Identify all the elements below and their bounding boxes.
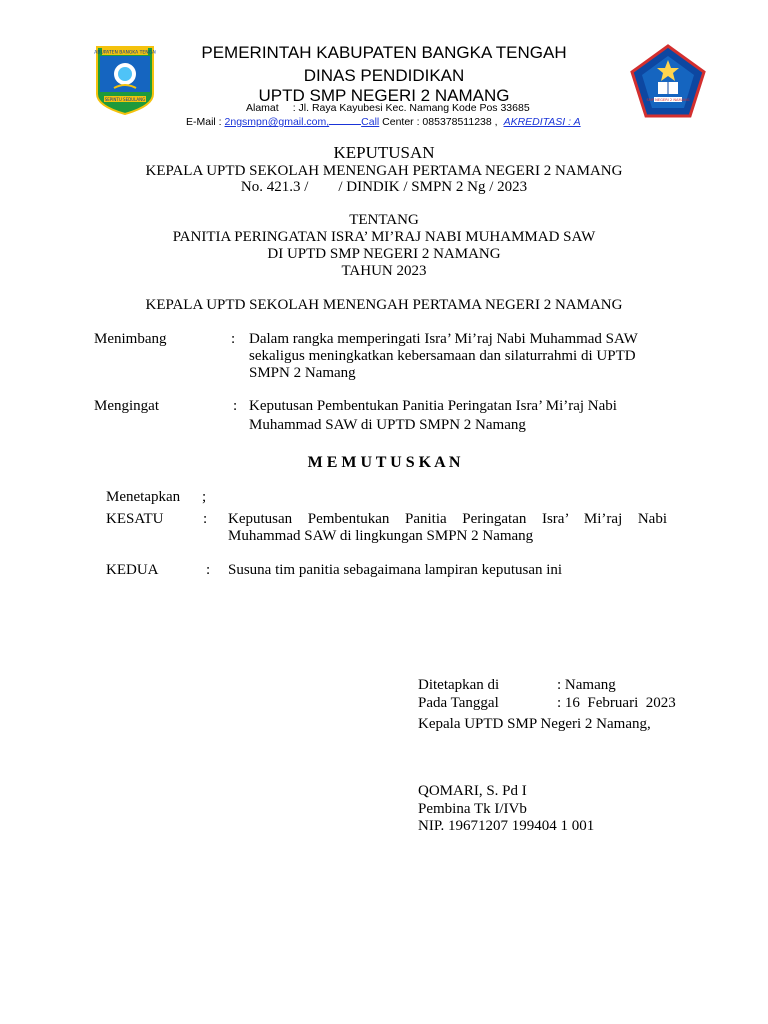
call-value: Center : 085378511238 , [379,116,498,128]
subject-line-1: PANITIA PERINGATAN ISRA’ MI’RAJ NABI MUHAMMAD SAW [172,229,596,245]
signatory-rank: Pembina Tk I/IVb [418,801,527,817]
considering-colon: : [231,331,236,347]
place-value: : Namang [557,677,616,693]
decree-number: No. 421.3 / / DINDIK / SMPN 2 Ng / 2023 [240,179,528,195]
address-label: Alamat [246,102,279,114]
letterhead-government: PEMERINTAH KABUPATEN BANGKA TENGAH [201,43,567,62]
signatory-position: Kepala UPTD SMP Negeri 2 Namang, [418,716,651,732]
first-text-1: Keputusan Pembentukan Panitia Peringatan Isra’ Mi’raj Nabi [228,511,667,527]
remembering-label: Mengingat [94,398,159,414]
authority-line: KEPALA UPTD SEKOLAH MENENGAH PERTAMA NEGERI 2 NAMANG [145,297,623,313]
considering-text-1: Dalam rangka memperingati Isra’ Mi’raj Nabi Muhammad SAW [249,331,638,347]
right-logo-text: SMP NEGERI 2 NAMANG [646,98,690,102]
signatory-nip: NIP. 19671207 199404 1 001 [418,818,595,834]
address-value: : Jl. Raya Kayubesi Kec. Namang Kode Pos 33685 [292,102,530,114]
remembering-colon: : [233,398,238,414]
signatory-name: QOMARI, S. Pd I [418,783,527,799]
email-label: E-Mail : [186,116,225,128]
first-colon: : [203,511,208,527]
decides-heading: M E M U T U S K A N [307,454,461,471]
accreditation-link[interactable]: AKREDITASI : A [503,116,581,128]
left-logo-bottom-text: SEPINTU SEDULANG [104,97,146,102]
subject-line-2: DI UPTD SMP NEGERI 2 NAMANG [267,246,501,262]
letterhead-department: DINAS PENDIDIKAN [303,66,465,85]
email-link[interactable]: 2ngsmpn@gmail.com, [224,116,330,128]
second-text-1: Susuna tim panitia sebagaimana lampiran keputusan ini [228,562,563,578]
second-label: KEDUA [106,562,159,578]
considering-text-2: sekaligus meningkatkan kebersamaan dan silaturrahmi di UPTD [249,348,636,364]
date-value: : 16 Februari 2023 [557,695,676,711]
first-text-2: Muhammad SAW di lingkungan SMPN 2 Namang [228,528,534,544]
letterhead-school: UPTD SMP NEGERI 2 NAMANG [258,86,510,105]
place-label: Ditetapkan di [418,677,500,693]
first-label: KESATU [106,511,164,527]
subject-line-3: TAHUN 2023 [341,263,427,279]
considering-label: Menimbang [94,331,167,347]
address-line [246,102,530,114]
left-logo-top-text: KABUPATEN BANGKA TENGAH [94,50,156,56]
establish-label: Menetapkan [106,489,181,505]
call-link[interactable]: Call [361,116,380,128]
date-label: Pada Tanggal [418,695,499,711]
remembering-text-1: Keputusan Pembentukan Panitia Peringatan Isra’ Mi’raj Nabi [249,398,617,414]
document-heading: KEPUTUSAN [333,143,435,162]
considering-text-3: SMPN 2 Namang [249,365,356,381]
contact-line [186,115,581,128]
issuer-line: KEPALA UPTD SEKOLAH MENENGAH PERTAMA NEGERI 2 NAMANG [145,163,623,179]
about-label: TENTANG [349,212,419,228]
second-colon: : [206,562,211,578]
establish-separator: ; [202,489,207,505]
remembering-text-2: Muhammad SAW di UPTD SMPN 2 Namang [249,417,526,433]
